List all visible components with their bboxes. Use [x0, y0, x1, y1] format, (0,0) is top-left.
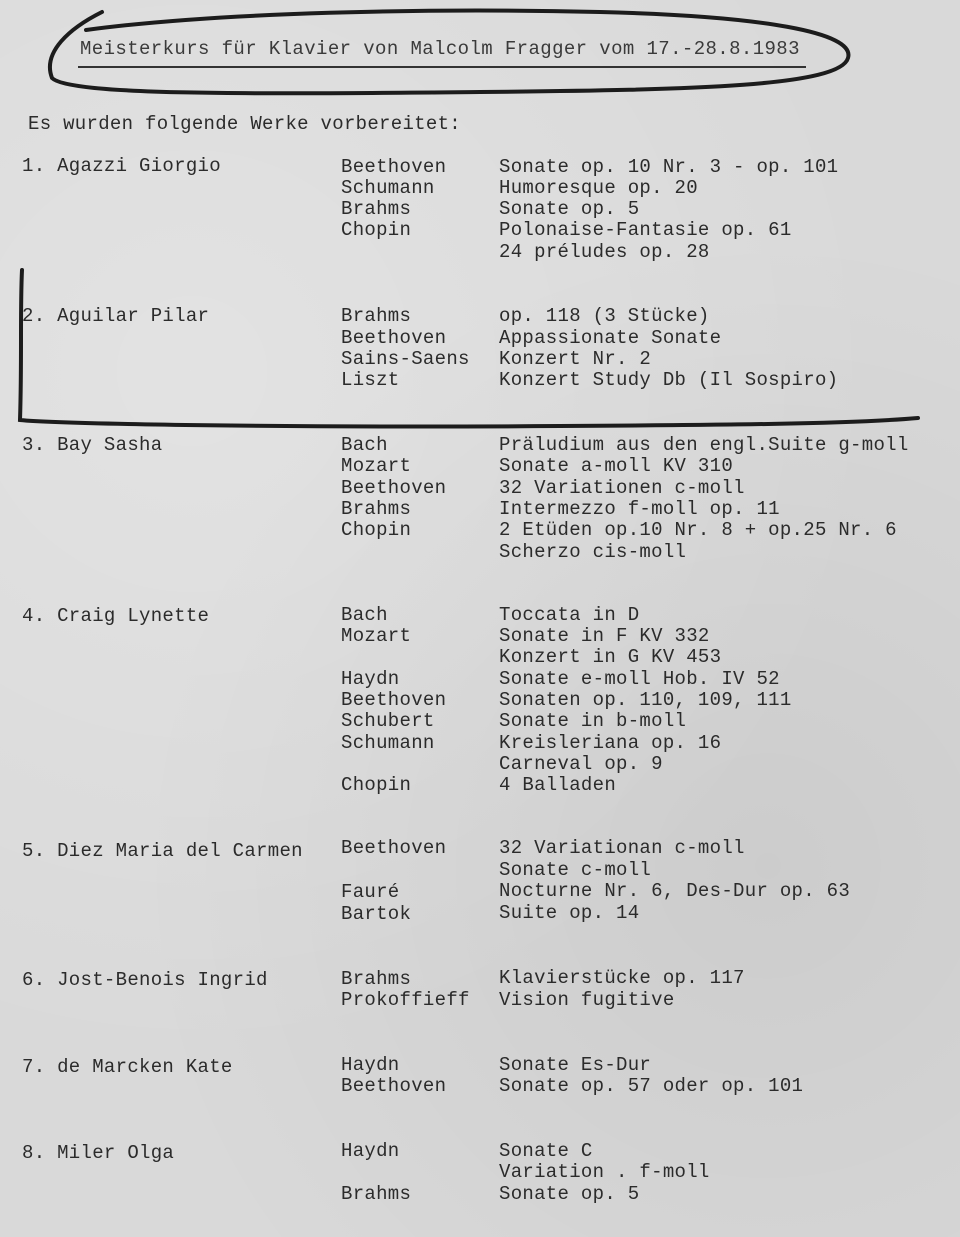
composer: Mozart [341, 455, 412, 477]
work: op. 118 (3 Stücke) [499, 305, 710, 327]
work: 32 Variationan c-moll [499, 837, 745, 859]
work: Klavierstücke op. 117 [499, 967, 745, 989]
work: Vision fugitive [499, 989, 675, 1011]
composer: Sains-Saens [341, 348, 470, 370]
work: Kreisleriana op. 16 [499, 732, 722, 754]
student-name: 4. Craig Lynette [22, 605, 210, 627]
composer: Bartok [341, 903, 412, 925]
work: Carneval op. 9 [499, 753, 663, 775]
composer: Schumann [341, 177, 435, 199]
student-name: 2. Aguilar Pilar [22, 305, 210, 327]
composer: Liszt [341, 369, 400, 391]
work: Sonate in b-moll [499, 710, 687, 732]
composer: Fauré [341, 881, 400, 903]
work: Präludium aus den engl.Suite g-moll [499, 434, 909, 456]
student-name: 1. Agazzi Giorgio [22, 155, 221, 177]
composer: Chopin [341, 219, 412, 241]
work: Nocturne Nr. 6, Des-Dur op. 63 [499, 880, 851, 902]
composer: Schubert [341, 710, 435, 732]
composer: Haydn [341, 1054, 400, 1076]
work: Polonaise-Fantasie op. 61 [499, 219, 792, 241]
work: Suite op. 14 [499, 902, 640, 924]
composer: Brahms [341, 198, 412, 220]
work: Sonate op. 5 [499, 198, 640, 220]
composer: Haydn [341, 668, 400, 690]
work: Sonate C [499, 1140, 593, 1162]
document-title: Meisterkurs für Klavier von Malcolm Fragger vom 17.-28.8.1983 [80, 38, 800, 60]
work: Toccata in D [499, 604, 640, 626]
work: Variation . f-moll [499, 1161, 710, 1183]
work: Sonate in F KV 332 [499, 625, 710, 647]
composer: Brahms [341, 1183, 412, 1205]
composer: Prokoffieff [341, 989, 470, 1011]
work: Sonate c-moll [499, 859, 652, 881]
composer: Beethoven [341, 477, 447, 499]
work: Appassionate Sonate [499, 327, 722, 349]
work: Sonate op. 10 Nr. 3 - op. 101 [499, 156, 839, 178]
work: 32 Variationen c-moll [499, 477, 745, 499]
composer: Beethoven [341, 327, 447, 349]
work: 4 Balladen [499, 774, 617, 796]
composer: Beethoven [341, 1075, 447, 1097]
composer: Beethoven [341, 837, 447, 859]
student-name: 3. Bay Sasha [22, 434, 163, 456]
student-name: 7. de Marcken Kate [22, 1056, 233, 1078]
composer: Schumann [341, 732, 435, 754]
title-underline [78, 66, 806, 68]
work: Konzert Nr. 2 [499, 348, 652, 370]
work: Humoresque op. 20 [499, 177, 698, 199]
work: Sonate Es-Dur [499, 1054, 652, 1076]
work: Sonaten op. 110, 109, 111 [499, 689, 792, 711]
composer: Bach [341, 604, 388, 626]
work: Sonate a-moll KV 310 [499, 455, 734, 477]
work: 24 préludes op. 28 [499, 241, 710, 263]
work: Konzert in G KV 453 [499, 646, 722, 668]
work: Sonate e-moll Hob. IV 52 [499, 668, 780, 690]
composer: Bach [341, 434, 388, 456]
composer: Chopin [341, 519, 412, 541]
composer: Beethoven [341, 689, 447, 711]
composer: Haydn [341, 1140, 400, 1162]
composer: Brahms [341, 498, 412, 520]
student-name: 8. Miler Olga [22, 1142, 175, 1164]
work: 2 Etüden op.10 Nr. 8 + op.25 Nr. 6 [499, 519, 897, 541]
composer: Brahms [341, 968, 412, 990]
composer: Brahms [341, 305, 412, 327]
student-name: 5. Diez Maria del Carmen [22, 840, 303, 862]
composer: Mozart [341, 625, 412, 647]
work: Sonate op. 5 [499, 1183, 640, 1205]
work: Konzert Study Db (Il Sospiro) [499, 369, 839, 391]
composer: Beethoven [341, 156, 447, 178]
work: Sonate op. 57 oder op. 101 [499, 1075, 804, 1097]
work: Scherzo cis-moll [499, 541, 687, 563]
work: Intermezzo f-moll op. 11 [499, 498, 780, 520]
composer: Chopin [341, 774, 412, 796]
intro-text: Es wurden folgende Werke vorbereitet: [28, 113, 461, 135]
student-name: 6. Jost-Benois Ingrid [22, 969, 268, 991]
